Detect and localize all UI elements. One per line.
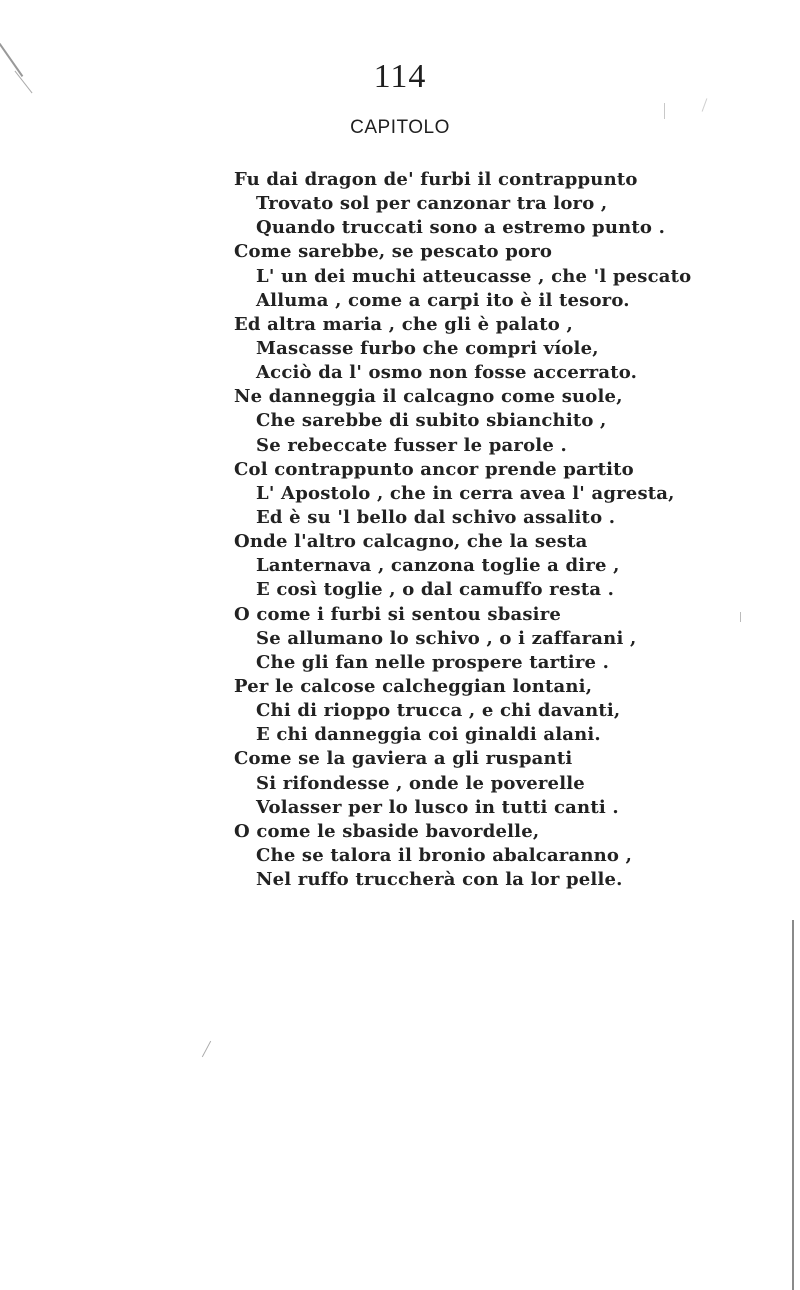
verse-line: Come sarebbe, se pescato poro: [234, 241, 553, 263]
scan-mark: [702, 98, 708, 111]
verse-line: Ed è su 'l bello dal schivo assalito .: [256, 506, 616, 528]
verse-line: Ne danneggia il calcagno come suole,: [234, 386, 623, 408]
verse-line: L' Apostolo , che in cerra avea l' agresta,: [256, 482, 675, 504]
verse-line: Chi di rioppo trucca , e chi davanti,: [256, 700, 621, 722]
verse-line: Che se talora il bronio abalcaranno ,: [256, 844, 633, 866]
verse-line: Nel ruffo truccherà con la lor pelle.: [256, 869, 623, 891]
verse-line: Se allumano lo schivo , o i zaffarani ,: [256, 627, 637, 649]
page-number: 114: [373, 58, 427, 95]
verse-line: Quando truccati sono a estremo punto .: [256, 217, 666, 239]
verse-line: Se rebeccate fusser le parole .: [256, 434, 567, 456]
verse-line: E chi danneggia coi ginaldi alani.: [256, 724, 601, 746]
poem-text: [0, 168, 800, 892]
verse-line: O come i furbi si sentou sbasire: [234, 603, 562, 625]
verse-line: Mascasse furbo che compri víole,: [256, 337, 599, 359]
verse-line: Acciò da l' osmo non fosse accerrato.: [256, 362, 638, 384]
chapter-heading: CAPITOLO: [350, 117, 450, 138]
verse-line: Per le calcose calcheggian lontani,: [234, 675, 593, 697]
verse-line: E così toglie , o dal camuffo resta .: [256, 579, 615, 601]
page-edge: [792, 920, 794, 1290]
verse-line: Ed altra maria , che gli è palato ,: [234, 313, 573, 335]
scan-mark: [740, 612, 741, 622]
verse-line: Onde l'altro calcagno, che la sesta: [234, 531, 588, 553]
verse-line: Volasser per lo lusco in tutti canti .: [256, 796, 619, 818]
verse-line: Come se la gaviera a gli ruspanti: [234, 748, 573, 770]
verse-line: Si rifondesse , onde le poverelle: [256, 772, 585, 794]
verse-line: Fu dai dragon de' furbi il contrappunto: [234, 169, 638, 190]
verse-line: Che sarebbe di subito sbianchito ,: [256, 410, 607, 432]
verse-line: Trovato sol per canzonar tra loro ,: [256, 193, 608, 215]
verse-line: O come le sbaside bavordelle,: [234, 820, 540, 842]
scan-mark: [664, 103, 665, 119]
verse-line: Col contrappunto ancor prende partito: [234, 458, 634, 480]
verse-line: Lanternava , canzona toglie a dire ,: [256, 555, 620, 577]
verse-line: Che gli fan nelle prospere tartire .: [256, 651, 610, 673]
verse-line: Alluma , come a carpi ito è il tesoro.: [256, 289, 630, 311]
verse-line: L' un dei muchi atteucasse , che 'l pescato: [256, 265, 692, 287]
scan-mark: [202, 1041, 211, 1057]
